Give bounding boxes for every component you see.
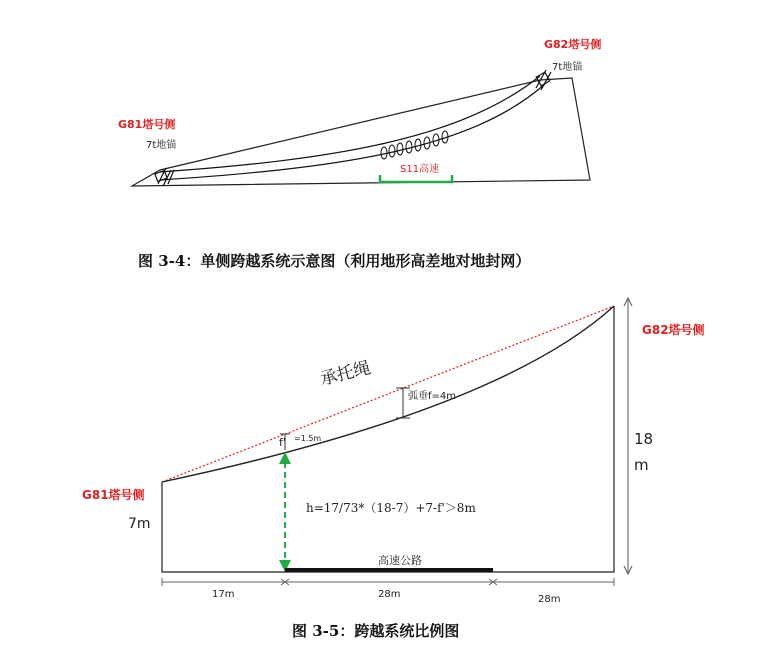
road-label: 高速公路 [378, 554, 422, 567]
fig2-g82-label: G82塔号侧 [642, 323, 705, 337]
dim-left-label: 17m [212, 589, 235, 600]
highway-bracket [380, 175, 452, 182]
rope-label: 承托绳 [318, 358, 373, 390]
left-height-label: 7m [128, 516, 151, 532]
rope-lower [160, 84, 545, 180]
small-sag-symbol: f' [279, 436, 286, 449]
figure1-caption: 图 3-4：单侧跨越系统示意图（利用地形高差地对地封网） [138, 252, 531, 270]
fig1-g82-label: G82塔号侧 [544, 38, 602, 51]
fig1-anchor-right-label: 7t地锚 [552, 62, 583, 73]
sag-label: 弧垂f=4m [408, 391, 457, 402]
right-height-num: 18 [634, 430, 654, 448]
figure2-caption: 图 3-5：跨越系统比例图 [292, 622, 460, 640]
small-sag-value: =1.5m [294, 434, 322, 443]
span-dimension [162, 578, 614, 586]
clearance-formula: h=17/73*（18-7）+7-f'＞8m [306, 501, 476, 515]
fig2-g81-label: G81塔号侧 [82, 488, 145, 502]
ground-outline [162, 306, 614, 572]
figure-terrain-sketch [118, 37, 601, 186]
terrain-outline [132, 78, 590, 186]
figure-scale-diagram [82, 298, 705, 605]
dim-right-label: 28m [538, 594, 561, 605]
rope-upper [160, 76, 540, 172]
fig1-highway-label: S11高速 [400, 164, 440, 175]
dim-mid-label: 28m [378, 589, 401, 600]
right-height-unit: m [634, 456, 649, 474]
fig1-anchor-left-label: 7t地锚 [146, 140, 177, 151]
height-dimension [624, 298, 632, 574]
fig1-g81-label: G81塔号侧 [118, 118, 176, 131]
chord-line [162, 306, 614, 482]
clearance-arrow [279, 452, 291, 572]
